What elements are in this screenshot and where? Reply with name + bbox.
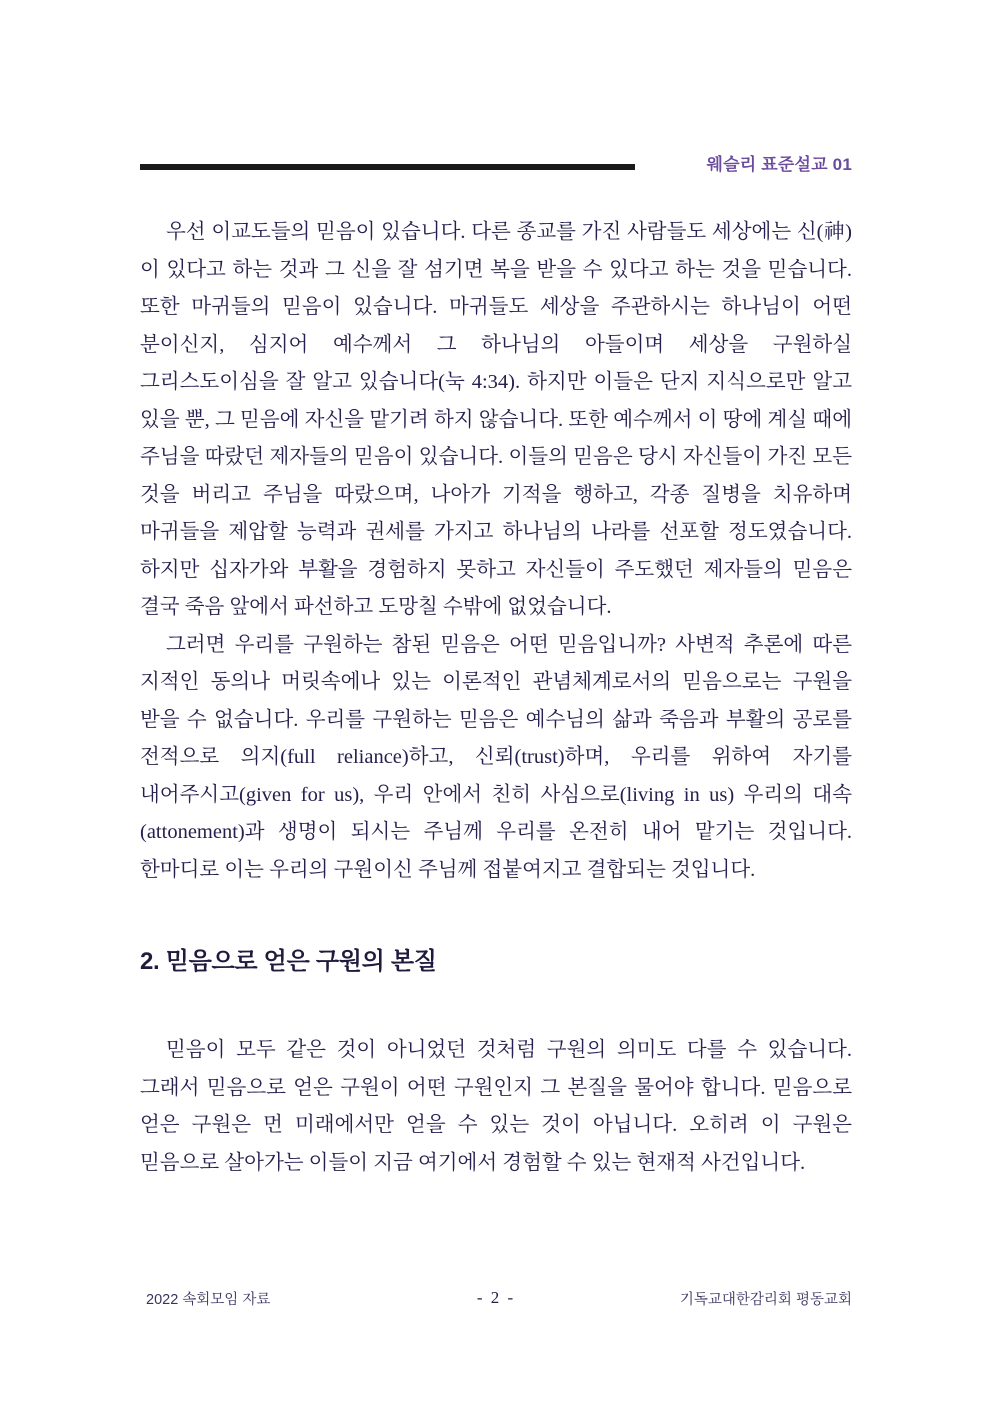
paragraph: 우선 이교도들의 믿음이 있습니다. 다른 종교를 가진 사람들도 세상에는 신(神)이 있다고 하는 것과 그 신을 잘 섬기면 복을 받을 수 있다고 하는 것을 믿습니다. 또한 마귀들의 믿음이 있습니다. 마귀들도 세상을 주관하시는 하나님이 어떤 분이신지, 심지어 예수께서 그 하나님의 아들이며 세상을 구원하실 그리스도이심을 잘 알고 있습니다(눅 4:34). 하지만 이들은 단지 지식으로만 알고 있을 뿐, 그 믿음에 자신을 맡기려 하지 않습니다. 또한 예수께서 이 땅에 계실 때에 주님을 따랐던 제자들의 믿음이 있습니다. 이들의 믿음은 당시 자신들이 가진 모든 것을 버리고 주님을 따랐으며, 나아가 기적을 행하고, 각종 질병을 치유하며 마귀들을 제압할 능력과 권세를 가지고 하나님의 나라를 선포할 정도였습니다. 하지만 십자가와 부활을 경험하지 못하고 자신들이 주도했던 제자들의 믿음은 결국 죽음 앞에서 파선하고 도망칠 수밖에 없었습니다. [140,221,852,618]
footer-right-text: 기독교대한감리회 평동교회 [679,1292,852,1308]
header-title: 웨슬리 표준설교 01 [706,155,852,174]
page-header [140,150,852,190]
paragraph: 그러면 우리를 구원하는 참된 믿음은 어떤 믿음입니까? 사변적 추론에 따른 지적인 동의나 머릿속에나 있는 이론적인 관념체계로서의 믿음으로는 구원을 받을 수 없습니다. 우리를 구원하는 믿음은 예수님의 삶과 죽음과 부활의 공로를 전적으로 의지(full reliance)하고, 신뢰(trust)하며, 우리를 위하여 자기를 내어주시고(given for us), 우리 안에서 친히 사심으로(living in us) 우리의 대속(attonement)과 생명이 되시는 주님께 우리를 온전히 내어 맡기는 것입니다. 한마디로 이는 우리의 구원이신 주님께 접붙여지고 결합되는 것입니다. [140,633,852,881]
footer-left-text: 2022 속회모임 자료 [146,1292,271,1308]
header-rule [140,164,635,170]
section-heading: 2. 믿음으로 얻은 구원의 본질 [140,948,437,975]
page-footer [140,1288,852,1312]
page-number: - 2 - [476,1288,516,1307]
spacer [140,889,852,941]
document-body [140,214,852,1182]
paragraph: 믿음이 모두 같은 것이 아니었던 것처럼 구원의 의미도 다를 수 있습니다. 그래서 믿음으로 얻은 구원이 어떤 구원인지 그 본질을 물어야 합니다. 믿음으로 얻은 구원은 먼 미래에서만 얻을 수 있는 것이 아닙니다. 오히려 이 구원은 믿음으로 살아가는 이들이 지금 여기에서 경험할 수 있는 현재적 사건입니다. [140,1039,852,1174]
spacer [140,976,852,1032]
